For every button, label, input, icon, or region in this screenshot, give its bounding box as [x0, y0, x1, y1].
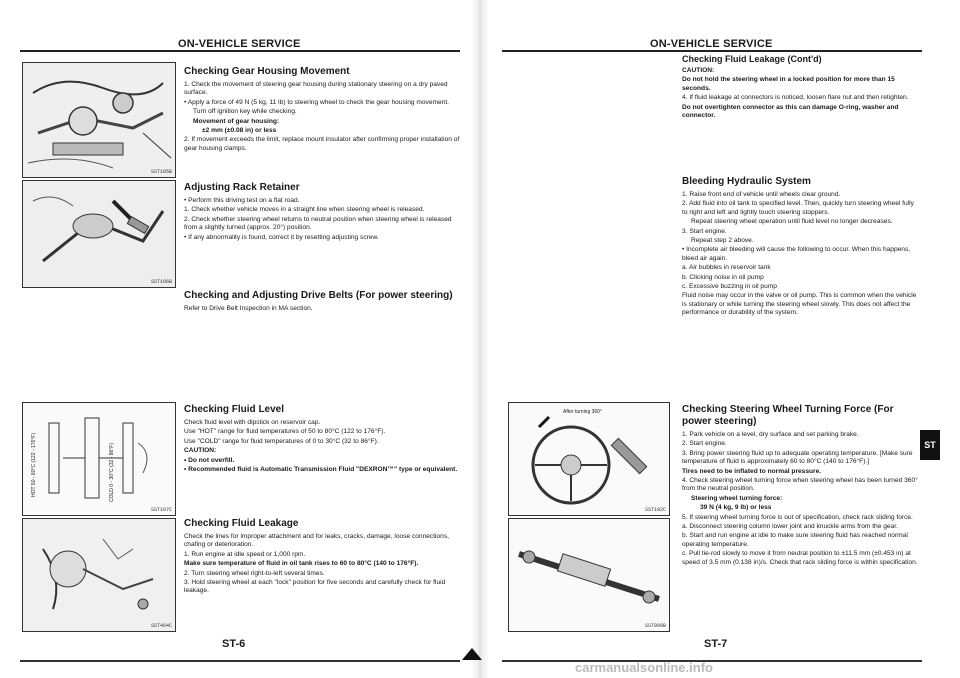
paragraph: 2. Add fluid into oil tank to specified level. Then, quickly turn steering wheel fully to right and left and lightly touch steering stoppers. [682, 200, 914, 216]
section-title: Checking Gear Housing Movement [184, 66, 350, 77]
spec-label: Movement of gear housing: [193, 117, 280, 125]
paragraph: 4. Check steering wheel turning force when steering wheel has been turned 360° from the neutral position. [682, 477, 918, 493]
rack-retainer-section [184, 182, 464, 243]
section-title: Checking Fluid Level [184, 404, 285, 415]
right-page [482, 0, 960, 678]
cold-range-label: COLD 0 - 30°C (32 - 86°F) [109, 443, 115, 503]
section-title: Bleeding Hydraulic System [682, 176, 811, 187]
paragraph: Repeat step 2 above. [691, 237, 754, 245]
paragraph: Make sure temperature of fluid in oil tank rises to 60 to 80°C (140 to 176°F). [184, 560, 419, 568]
paragraph: 3. Bring power steering fluid up to adequate operating temperature. [Make sure temperature of fluid is approximately 60 to 80°C (140 to 176°F).] [682, 449, 913, 466]
figure-label: SST106B [150, 279, 172, 285]
paragraph: • If any abnormality is found, correct it by resetting adjusting screw. [184, 233, 379, 241]
bleeding-section [682, 176, 917, 319]
caution-label: CAUTION: [682, 67, 715, 74]
paragraph: 2. If movement exceeds the limit, replace mount insulator after confirming proper installation of gear housing clamps. [184, 136, 460, 152]
paragraph: 3. Start engine. [682, 227, 727, 235]
figure-label: SST464C [150, 623, 172, 629]
caution-item: • Do not overfill. [184, 456, 235, 464]
paragraph: Fluid noise may occur in the valve or oil pump. This is common when the vehicle is stationary or while turning the steering wheel slowly. This does not affect the performance or durability of the system. [682, 292, 917, 317]
section-title: Checking Steering Wheel Turning Force (For power steering) [682, 404, 894, 427]
paragraph: 4. If fluid leakage at connectors is noticed, loosen flare nut and then retighten. [682, 94, 909, 102]
figure-label: SST107C [150, 507, 172, 513]
caution-text: Do not hold the steering wheel in a locked position for more than 15 seconds. [682, 76, 895, 92]
spec-label: Steering wheel turning force: [691, 494, 783, 502]
paragraph: • Apply a force of 49 N (5 kg, 11 lb) to steering wheel to check the gear housing movement. [184, 98, 449, 106]
paragraph: b. Clicking noise in oil pump [682, 273, 764, 281]
section-title: Checking Fluid Leakage (Cont'd) [682, 54, 822, 64]
paragraph: Turn off ignition key while checking. [193, 108, 297, 116]
paragraph: 1. Park vehicle on a level, dry surface and set parking brake. [682, 431, 859, 438]
paragraph: 5. If steering wheel turning force is out of specification, check rack sliding force. [682, 513, 913, 521]
paragraph: c. Pull tie-rod slowly to move it from neutral position to ±11.5 mm (±0.453 in) at speed of 3.5 mm (0.138 in)/s. Check that rack sliding force is within specification. [682, 550, 918, 566]
left-header: ON-VEHICLE SERVICE [178, 38, 301, 50]
figure-label: SST105B [150, 169, 172, 175]
caution-label: CAUTION: [184, 447, 217, 455]
figure-steering-wheel [508, 402, 670, 516]
paragraph: 2. Start engine. [682, 440, 727, 448]
paragraph: 1. Run engine at idle speed or 1,000 rpm. [184, 550, 306, 558]
section-title: Checking and Adjusting Drive Belts (For power steering) [184, 290, 453, 301]
paragraph: 2. Turn steering wheel right-to-left several times. [184, 569, 325, 577]
paragraph: 1. Check the movement of steering gear housing during stationary steering on a dry paved surface. [184, 81, 448, 97]
rack-sliding-illustration [509, 519, 669, 631]
left-header-rule [20, 50, 460, 52]
paragraph: Use "COLD" range for fluid temperatures of 0 to 30°C (32 to 86°F). [184, 437, 379, 445]
page-arrow-icon [462, 648, 482, 660]
paragraph: • Perform this driving test on a flat road. [184, 197, 300, 204]
paragraph: Check fluid level with dipstick on reservoir cap. [184, 419, 321, 426]
figure-gear-housing [22, 62, 176, 178]
paragraph: Tires need to be inflated to normal pressure. [682, 467, 822, 475]
paragraph: 1. Raise front end of vehicle until wheels clear ground. [682, 191, 841, 198]
paragraph: b. Start and run engine at idle to make sure steering fluid has reached normal operating temperature. [682, 532, 908, 548]
paragraph: 1. Check whether vehicle moves in a straight line when steering wheel is released. [184, 206, 425, 214]
figure-label: SST090B [644, 623, 666, 629]
page-number: ST-7 [704, 638, 728, 650]
caution-text: Do not overtighten connector as this can damage O-ring, washer and connector. [682, 103, 899, 120]
section-tab[interactable]: ST [920, 430, 940, 460]
wheel-label: After turning 360° [563, 409, 602, 415]
figure-fluid-leakage [22, 518, 176, 632]
section-title: Checking Fluid Leakage [184, 518, 299, 529]
footer-rule [20, 660, 460, 662]
hot-range-label: HOT 50 - 80°C (122 - 176°F) [31, 433, 37, 497]
drive-belts-section [184, 290, 464, 314]
spec-value: 39 N (4 kg, 9 lb) or less [700, 504, 772, 512]
paragraph: a. Disconnect steering column lower joint and knuckle arms from the gear. [682, 523, 898, 531]
dipstick-illustration [23, 403, 175, 515]
right-header-rule [502, 50, 922, 52]
paragraph: a. Air bubbles in reservoir tank [682, 264, 771, 272]
rack-retainer-illustration [23, 181, 175, 287]
paragraph: Repeat steering wheel operation until fluid level no longer decreases. [691, 218, 893, 226]
paragraph: c. Excessive buzzing in oil pump [682, 283, 777, 291]
left-page [0, 0, 478, 678]
figure-rack-sliding [508, 518, 670, 632]
paragraph: Check the lines for improper attachment and for leaks, cracks, damage, loose connections, chafing or deterioration. [184, 533, 449, 549]
caution-item: • Recommended fluid is Automatic Transmission Fluid "DEXRON™" type or equivalent. [184, 466, 458, 474]
fluid-leakage-section [184, 518, 464, 597]
gear-housing-illustration [23, 63, 175, 177]
paragraph: Refer to Drive Belt Inspection in MA section. [184, 305, 313, 312]
paragraph: Use "HOT" range for fluid temperatures of 50 to 80°C (122 to 176°F). [184, 428, 386, 436]
fluid-leakage-illustration [23, 519, 175, 631]
watermark: carmanualsonline.info [575, 660, 713, 675]
steering-wheel-illustration [509, 403, 669, 515]
leakage-cont-section [682, 54, 917, 121]
fluid-level-section [184, 404, 464, 475]
right-header: ON-VEHICLE SERVICE [650, 38, 773, 50]
paragraph: • Incomplete air bleeding will cause the following to occur. When this happens, bleed air again. [682, 246, 911, 262]
turning-force-section [682, 404, 922, 568]
figure-dipstick [22, 402, 176, 516]
page-number: ST-6 [222, 638, 246, 650]
section-title: Adjusting Rack Retainer [184, 182, 300, 193]
paragraph: 2. Check whether steering wheel returns to neutral position when steering wheel is released from a slightly turned (approx. 20°) position. [184, 215, 452, 232]
figure-rack-retainer [22, 180, 176, 288]
gear-housing-section [184, 66, 464, 154]
figure-label: SST102C [644, 507, 666, 513]
paragraph: 3. Hold steering wheel at each "lock" position for five seconds and carefully check for fluid leakage. [184, 579, 446, 595]
spec-value: ±2 mm (±0.08 in) or less [202, 127, 277, 135]
